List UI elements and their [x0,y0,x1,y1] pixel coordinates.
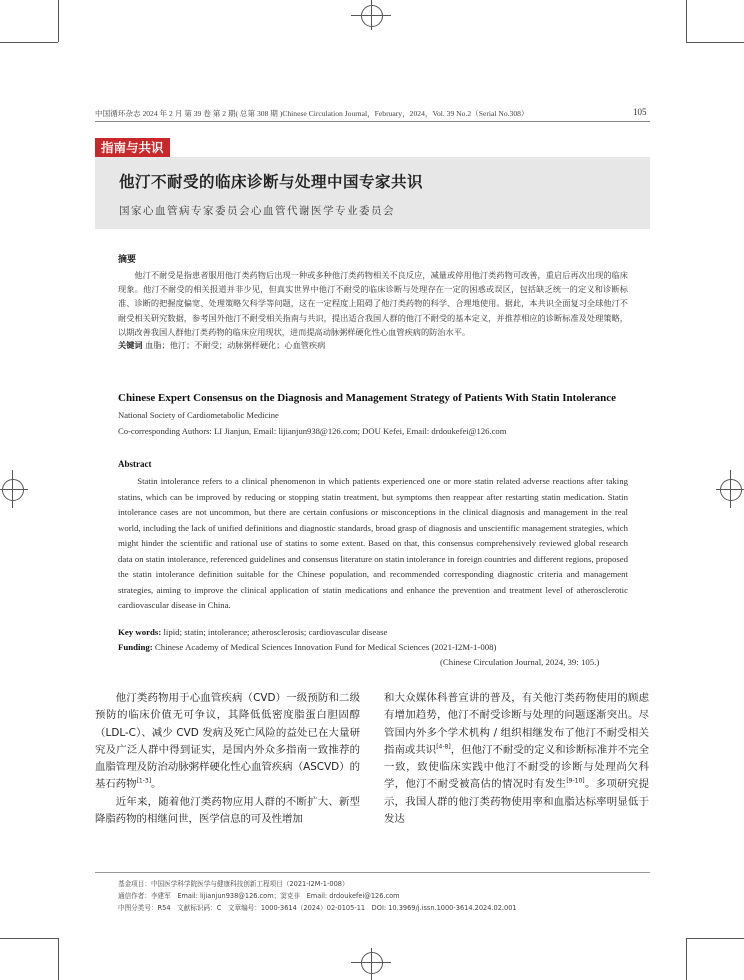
footnote-funding: 基金项目：中国医学科学院医学与健康科技创新工程项目（2021-I2M-1-008） [118,880,349,888]
footnote-divider [95,872,650,873]
article-title-cn: 他汀不耐受的临床诊断与处理中国专家共识 [119,173,424,191]
abstract-cn [118,252,628,351]
keywords-cn [118,340,628,351]
body-paragraph: 他汀类药物用于心血管疾病（CVD）一级预防和二级预防的临床价值无可争议，其降低低密度脂蛋白胆固醇（LDL-C）、减少 CVD 发病及死亡风险的益处已在大量研究及广泛人群中得到证实，是国内外众多指南一致推荐的血脂管理及防治动脉粥样硬化性心血管疾病（ASCVD）的基石药物[1-3]。 [95,692,360,791]
funding-en-label: Funding: [118,642,153,652]
abstract-en-text: Statin intolerance refers to a clinical phenomenon in which patients experienced one or more statin related adverse reactions after taking statins, which can be improved by reducing or stopping statin treatment, but symptoms then reappear after restarting statin medication. Statin intolerance cases are not uncommon, but there are certain confusions or misconceptions in the clinical diagnosis and management in the real world, including the lack of unified definitions and diagnostic standards, broad grasp of diagnosis and unscientific management strategies, which might hinder the scientific and rational use of statins to some extent. Based on that, this consensus comprehensively reviewed global research data on statin intolerance, referenced guidelines and consensus literature on statin intolerance in foreign countries and different regions, proposed the statin intolerance definition suitable for the Chinese population, and recommended corresponding diagnostic criteria and management strategies, aiming to improve the clinical application of statin medications and enhance the prevention and treatment level of atherosclerotic cardiovascular disease in China. [118,476,628,610]
page-number: 105 [633,107,647,117]
registration-mark-left [2,479,24,501]
keywords-cn-text: 血脂；他汀；不耐受；动脉粥样硬化；心血管疾病 [145,340,326,351]
authors-cn: 国家心血管病专家委员会心血管代谢医学专业委员会 [119,205,395,217]
registration-mark-top [361,5,383,27]
keywords-en-text: lipid; statin; intolerance; atherosclerosis; cardiovascular disease [163,627,388,637]
footnote-classification: 中图分类号：R54 文献标识码：C 文章编号：1000-3614（2024）02-0105-11 DOI: 10.3969/j.issn.1000-3614.2024.02.001 [118,904,517,912]
body-column-left [95,690,360,828]
abstract-en-label: Abstract [118,459,152,469]
citation-ref: [4-8] [436,743,451,751]
funding-en-text: Chinese Academy of Medical Sciences Innovation Fund for Medical Sciences (2021-I2M-1-008) [154,642,497,652]
running-header: 中国循环杂志 2024 年 2 月 第 39 卷 第 2 期( 总第 308 期 )Chinese Circulation Journal，February，2024，Vol. 39 No.2（Serial No.308） [95,109,529,118]
keywords-en [118,627,387,637]
citation-en: (Chinese Circulation Journal, 2024, 39: 105.) [440,657,600,667]
body-paragraph: 和大众媒体科普宣讲的普及，有关他汀类药物使用的顾虑有增加趋势，他汀不耐受诊断与处理的问题逐渐突出。尽管国内外多个学术机构 / 组织相继发布了他汀不耐受相关指南或共识[4-8]，但他汀不耐受的定义和诊断标准并不完全一致，致使临床实践中他汀不耐受的诊断与处理尚欠科学，他汀不耐受被高估的情况时有发生[9-10]。多项研究提示，我国人群的他汀类药物使用率和血脂达标率明显低于发达 [384,692,650,826]
citation-ref: [1-3] [136,778,152,786]
header-divider [95,121,650,122]
keywords-cn-label: 关键词 [118,340,143,351]
abstract-cn-label: 摘要 [118,255,137,265]
body-paragraph: 近年来，随着他汀类药物应用人群的不断扩大、新型降脂药物的相继问世，医学信息的可及性增加 [95,795,360,826]
citation-ref: [9-10] [566,778,585,786]
corresponding-authors-en: Co-corresponding Authors: LI Jianjun, Email: lijianjun938@126.com; DOU Kefei, Email: drdoukefei@126.com [118,426,507,436]
funding-en [118,642,496,652]
abstract-cn-text: 他汀不耐受是指患者服用他汀类药物后出现一种或多种他汀类药物相关不良反应，减量或停用他汀类药物可改善，重启后再次出现的临床现象。他汀不耐受的相关报道并非少见，但真实世界中他汀不耐受的临床诊断与处理存在一定的困惑或误区，包括缺乏统一的定义和诊断标准、诊断的把握度偏宽、处理策略欠科学等问题，这在一定程度上阻碍了他汀类药物的科学、合理地使用。据此，本共识全面复习全球他汀不耐受相关研究数据，参考国外他汀不耐受相关指南与共识，提出适合我国人群的他汀不耐受的基本定义，并推荐相应的诊断标准及处理策略，以期改善我国人群他汀类药物的临床应用现状，进而提高动脉粥样硬化性心血管疾病的防治水平。 [118,270,628,337]
organization-en: National Society of Cardiometabolic Medicine [118,410,279,420]
registration-mark-bottom [361,952,383,974]
article-title-en: Chinese Expert Consensus on the Diagnosis and Management Strategy of Patients With Statin Intolerance [118,392,616,404]
keywords-en-label: Key words: [118,627,162,637]
footnote-correspondence: 通信作者：李建军 Email: lijianjun938@126.com；窦克非 Email: drdoukefei@126.com [118,892,400,900]
body-column-right [384,690,649,828]
title-panel [95,157,650,229]
registration-mark-right [720,479,742,501]
section-tag: 指南与共识 [95,138,170,158]
